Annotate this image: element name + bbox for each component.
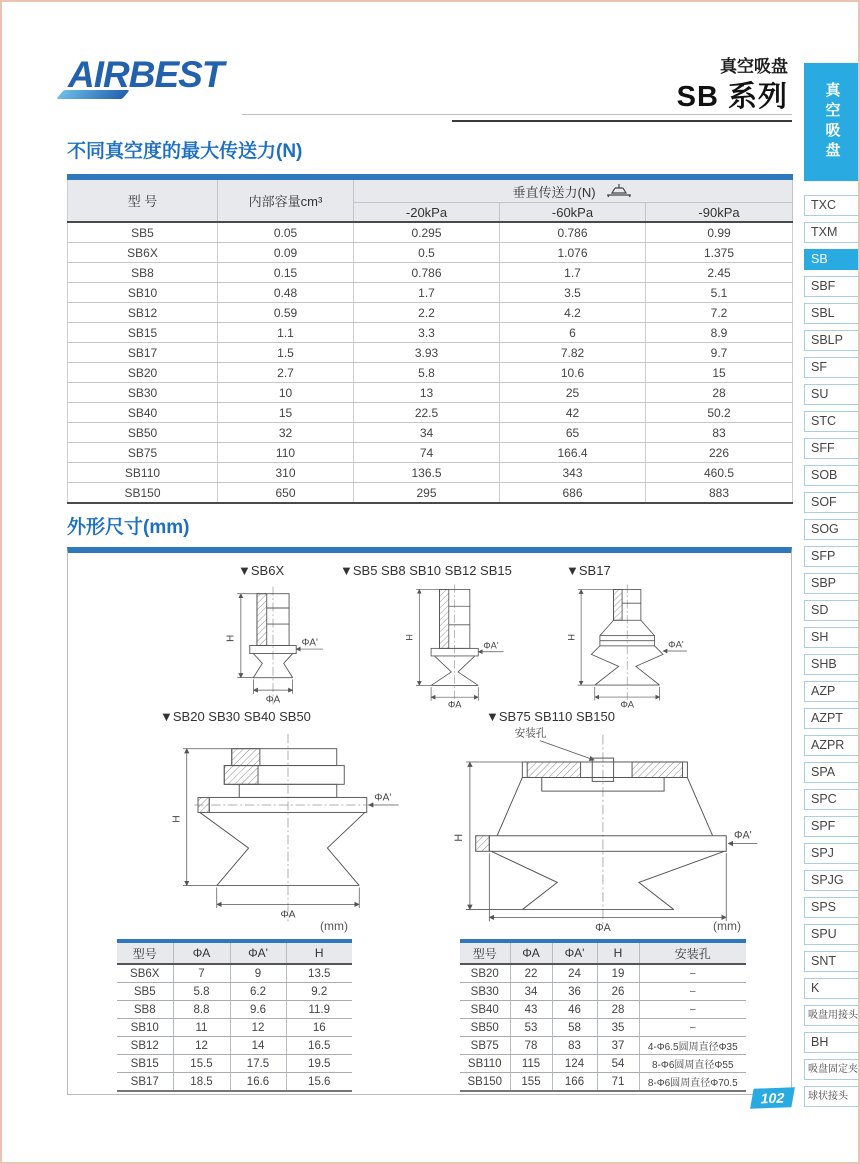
- column-header-model: 型 号: [68, 177, 218, 222]
- column-header: H: [597, 941, 639, 964]
- model-cell: SB110: [460, 1055, 510, 1073]
- table-cell: 0.48: [218, 283, 354, 303]
- header-row: [460, 941, 746, 964]
- model-cell: SB30: [460, 983, 510, 1001]
- table-cell: 295: [354, 483, 500, 504]
- sidebar-item-AZPT[interactable]: AZPT: [804, 708, 860, 729]
- drawing-sb20-group: [138, 728, 438, 925]
- sidebar-item-SOF[interactable]: SOF: [804, 492, 860, 513]
- table-row: [68, 263, 793, 283]
- table-row: [460, 964, 746, 983]
- table-cell: –: [639, 1019, 746, 1037]
- unit-label-left: (mm): [320, 919, 348, 933]
- table-cell: 0.786: [354, 263, 500, 283]
- table-cell: 12: [230, 1019, 286, 1037]
- model-cell: SB40: [68, 403, 218, 423]
- table-cell: 0.295: [354, 222, 500, 243]
- sidebar-item-SF[interactable]: SF: [804, 357, 860, 378]
- table-cell: 3.93: [354, 343, 500, 363]
- table-row: [117, 1001, 352, 1019]
- table-cell: 1.7: [354, 283, 500, 303]
- table-cell: 5.1: [646, 283, 793, 303]
- table-cell: 22: [510, 964, 552, 983]
- table-cell: 1.076: [500, 243, 646, 263]
- table-cell: 74: [354, 443, 500, 463]
- table-cell: 8-Φ6圆周直径Φ55: [639, 1055, 746, 1073]
- table-cell: –: [639, 1001, 746, 1019]
- table-cell: –: [639, 983, 746, 1001]
- table-cell: 50.2: [646, 403, 793, 423]
- mounting-hole-label: 安装孔: [514, 727, 547, 740]
- table-row: [460, 1037, 746, 1055]
- force-group-label: 垂直传送力(N): [512, 184, 596, 200]
- suction-cup-icon: [604, 183, 634, 199]
- model-cell: SB10: [117, 1019, 173, 1037]
- table-cell: 124: [552, 1055, 597, 1073]
- table-cell: 58: [552, 1019, 597, 1037]
- table-cell: 8.9: [646, 323, 793, 343]
- table-cell: 14: [230, 1037, 286, 1055]
- table-row: [68, 343, 793, 363]
- sidebar-item-SPJG[interactable]: SPJG: [804, 870, 860, 891]
- model-cell: SB110: [68, 463, 218, 483]
- sidebar-item-SHB[interactable]: SHB: [804, 654, 860, 675]
- table-cell: 6: [500, 323, 646, 343]
- dim-label-phia2: ΦA': [301, 637, 318, 649]
- sidebar-item-SNT[interactable]: SNT: [804, 951, 860, 972]
- model-cell: SB20: [68, 363, 218, 383]
- table-cell: 6.2: [230, 983, 286, 1001]
- model-cell: SB15: [117, 1055, 173, 1073]
- column-header: 安装孔: [639, 941, 746, 964]
- model-cell: SB30: [68, 383, 218, 403]
- table-cell: 83: [646, 423, 793, 443]
- page-category: 真空吸盘: [720, 57, 788, 76]
- table-row: [68, 443, 793, 463]
- table-row: [117, 983, 352, 1001]
- table-cell: 22.5: [354, 403, 500, 423]
- column-header-kpa60: -60kPa: [500, 203, 646, 223]
- table-cell: 2.45: [646, 263, 793, 283]
- sidebar-item-吸盘固定夹[interactable]: 吸盘固定夹: [804, 1059, 860, 1080]
- model-cell: SB8: [68, 263, 218, 283]
- sidebar-item-SBLP[interactable]: SBLP: [804, 330, 860, 351]
- drawing-label-sb5-group: ▼SB5 SB8 SB10 SB12 SB15: [340, 563, 512, 578]
- table-row: [117, 1073, 352, 1092]
- table-cell: 46: [552, 1001, 597, 1019]
- dim-label-phia: ΦA: [595, 921, 611, 934]
- table-cell: 18.5: [173, 1073, 230, 1092]
- table-cell: 650: [218, 483, 354, 504]
- model-cell: SB50: [68, 423, 218, 443]
- drawing-label-sb20-group: ▼SB20 SB30 SB40 SB50: [160, 709, 311, 724]
- model-cell: SB20: [460, 964, 510, 983]
- model-cell: SB17: [117, 1073, 173, 1092]
- table-cell: 16: [286, 1019, 352, 1037]
- column-header: ΦA: [510, 941, 552, 964]
- table-cell: 15: [218, 403, 354, 423]
- table-cell: 1.375: [646, 243, 793, 263]
- table-cell: 110: [218, 443, 354, 463]
- table-cell: 2.7: [218, 363, 354, 383]
- table-cell: 26: [597, 983, 639, 1001]
- table-cell: 0.09: [218, 243, 354, 263]
- table-cell: 10: [218, 383, 354, 403]
- table-cell: 310: [218, 463, 354, 483]
- table-cell: 24: [552, 964, 597, 983]
- table-cell: 115: [510, 1055, 552, 1073]
- table-row: [117, 1055, 352, 1073]
- dim-label-phia: ΦA: [265, 694, 281, 706]
- sidebar-item-球状接头[interactable]: 球状接头: [804, 1086, 860, 1107]
- table-cell: 0.15: [218, 263, 354, 283]
- table-cell: 0.786: [500, 222, 646, 243]
- dimensions-panel: [67, 547, 792, 1095]
- sidebar-category-tab[interactable]: 真空吸盘: [804, 63, 860, 181]
- table-cell: 4.2: [500, 303, 646, 323]
- table-cell: 5.8: [173, 983, 230, 1001]
- table-row: [68, 463, 793, 483]
- table-cell: 0.5: [354, 243, 500, 263]
- drawing-label-sb75-group: ▼SB75 SB110 SB150: [486, 709, 615, 724]
- model-cell: SB17: [68, 343, 218, 363]
- table-cell: 15.5: [173, 1055, 230, 1073]
- table-cell: 17.5: [230, 1055, 286, 1073]
- model-cell: SB6X: [117, 964, 173, 983]
- dim-table-small-models: [117, 939, 352, 1092]
- table-cell: 71: [597, 1073, 639, 1092]
- table-cell: 34: [354, 423, 500, 443]
- table-cell: 8.8: [173, 1001, 230, 1019]
- dim-label-h: H: [171, 815, 183, 823]
- table-cell: 9.6: [230, 1001, 286, 1019]
- table-cell: 3.5: [500, 283, 646, 303]
- header-row: [68, 177, 793, 203]
- table-cell: 19.5: [286, 1055, 352, 1073]
- sidebar-item-SPJ[interactable]: SPJ: [804, 843, 860, 864]
- table-cell: 7.82: [500, 343, 646, 363]
- table-cell: 9.7: [646, 343, 793, 363]
- sidebar-item-TXM[interactable]: TXM: [804, 222, 860, 243]
- table-cell: 32: [218, 423, 354, 443]
- sidebar-item-SFP[interactable]: SFP: [804, 546, 860, 567]
- column-header: ΦA': [552, 941, 597, 964]
- column-header: 型号: [460, 941, 510, 964]
- table-row: [460, 1073, 746, 1092]
- model-cell: SB6X: [68, 243, 218, 263]
- sidebar-nav: [804, 195, 860, 1113]
- table-row: [68, 403, 793, 423]
- table-cell: 8-Φ6圆周直径Φ70.5: [639, 1073, 746, 1092]
- table-cell: 4-Φ6.5圆周直径Φ35: [639, 1037, 746, 1055]
- table-cell: 343: [500, 463, 646, 483]
- sidebar-item-STC[interactable]: STC: [804, 411, 860, 432]
- table-cell: 16.5: [286, 1037, 352, 1055]
- column-header-kpa20: -20kPa: [354, 203, 500, 223]
- table-cell: 10.6: [500, 363, 646, 383]
- dim-label-phia2: ΦA': [734, 829, 752, 842]
- unit-label-right: (mm): [713, 919, 741, 933]
- header-row: [117, 941, 352, 964]
- sidebar-item-吸盘用接头[interactable]: 吸盘用接头: [804, 1005, 860, 1026]
- sidebar-item-AZP[interactable]: AZP: [804, 681, 860, 702]
- table-row: [68, 383, 793, 403]
- table-cell: 226: [646, 443, 793, 463]
- table-cell: 7: [173, 964, 230, 983]
- brand-logo: AIRBEST: [68, 54, 224, 95]
- table-cell: 2.2: [354, 303, 500, 323]
- table-cell: 0.99: [646, 222, 793, 243]
- table-cell: 78: [510, 1037, 552, 1055]
- table-cell: 15: [646, 363, 793, 383]
- drawing-label-sb6x: ▼SB6X: [238, 563, 285, 578]
- column-header: ΦA': [230, 941, 286, 964]
- table-cell: 43: [510, 1001, 552, 1019]
- sidebar-item-BH[interactable]: BH: [804, 1032, 860, 1053]
- sidebar-item-SPA[interactable]: SPA: [804, 762, 860, 783]
- column-header-force-group: [354, 177, 793, 203]
- sidebar-item-SOB[interactable]: SOB: [804, 465, 860, 486]
- table-row: [68, 243, 793, 263]
- sidebar-item-SB[interactable]: SB: [804, 249, 860, 270]
- table-cell: 155: [510, 1073, 552, 1092]
- table-cell: 7.2: [646, 303, 793, 323]
- dim-label-h: H: [566, 633, 577, 641]
- table-cell: 54: [597, 1055, 639, 1073]
- dim-label-phia: ΦA: [280, 909, 296, 921]
- page-number-badge: 102: [750, 1087, 795, 1108]
- table-cell: 15.6: [286, 1073, 352, 1092]
- table-cell: 3.3: [354, 323, 500, 343]
- table-cell: 13: [354, 383, 500, 403]
- sidebar-item-SOG[interactable]: SOG: [804, 519, 860, 540]
- table-row: [68, 363, 793, 383]
- table-cell: 460.5: [646, 463, 793, 483]
- drawing-label-sb17: ▼SB17: [566, 563, 611, 578]
- sidebar-item-SBF[interactable]: SBF: [804, 276, 860, 297]
- table-cell: 5.8: [354, 363, 500, 383]
- model-cell: SB12: [117, 1037, 173, 1055]
- model-cell: SB10: [68, 283, 218, 303]
- table-row: [68, 303, 793, 323]
- dim-label-h: H: [404, 634, 415, 641]
- model-cell: SB15: [68, 323, 218, 343]
- table-cell: 12: [173, 1037, 230, 1055]
- column-header-volume: 内部容量cm³: [218, 177, 354, 222]
- table-cell: 83: [552, 1037, 597, 1055]
- model-cell: SB50: [460, 1019, 510, 1037]
- header-divider-dark: [452, 120, 792, 122]
- table-cell: 35: [597, 1019, 639, 1037]
- sidebar-item-SD[interactable]: SD: [804, 600, 860, 621]
- sidebar-item-K[interactable]: K: [804, 978, 860, 999]
- table-cell: 1.1: [218, 323, 354, 343]
- table-row: [68, 283, 793, 303]
- table-cell: 36: [552, 983, 597, 1001]
- model-cell: SB5: [117, 983, 173, 1001]
- column-header-kpa90: -90kPa: [646, 203, 793, 223]
- table-cell: 0.05: [218, 222, 354, 243]
- sidebar-item-SBL[interactable]: SBL: [804, 303, 860, 324]
- table-cell: 0.59: [218, 303, 354, 323]
- sidebar-item-SPC[interactable]: SPC: [804, 789, 860, 810]
- table-row: [460, 1019, 746, 1037]
- table-cell: 883: [646, 483, 793, 504]
- table-cell: 19: [597, 964, 639, 983]
- page-title: SB 系列: [676, 81, 788, 113]
- table-cell: 166: [552, 1073, 597, 1092]
- dim-label-phia2: ΦA': [668, 639, 684, 650]
- sidebar-item-SH[interactable]: SH: [804, 627, 860, 648]
- sidebar-item-SPU[interactable]: SPU: [804, 924, 860, 945]
- table-row: [117, 964, 352, 983]
- table-cell: 28: [646, 383, 793, 403]
- sidebar-item-AZPR[interactable]: AZPR: [804, 735, 860, 756]
- table-cell: 11: [173, 1019, 230, 1037]
- table-cell: 1.7: [500, 263, 646, 283]
- table-row: [460, 1001, 746, 1019]
- table-cell: 34: [510, 983, 552, 1001]
- table-cell: 136.5: [354, 463, 500, 483]
- model-cell: SB75: [68, 443, 218, 463]
- model-cell: SB5: [68, 222, 218, 243]
- table-cell: 686: [500, 483, 646, 504]
- table-cell: 28: [597, 1001, 639, 1019]
- dim-label-phia: ΦA: [447, 699, 462, 709]
- table-cell: 11.9: [286, 1001, 352, 1019]
- drawing-sb5-group: [368, 581, 538, 709]
- table-cell: 1.5: [218, 343, 354, 363]
- table-row: [460, 983, 746, 1001]
- table-row: [460, 1055, 746, 1073]
- model-cell: SB150: [68, 483, 218, 504]
- dim-label-phia2: ΦA': [374, 792, 392, 804]
- drawing-sb17: [538, 581, 713, 709]
- dim-label-phia2: ΦA': [483, 640, 499, 651]
- table-cell: 13.5: [286, 964, 352, 983]
- sidebar-item-SBP[interactable]: SBP: [804, 573, 860, 594]
- force-section-title: 不同真空度的最大传送力(N): [67, 141, 303, 162]
- column-header: ΦA: [173, 941, 230, 964]
- table-cell: 9: [230, 964, 286, 983]
- sidebar-item-SFF[interactable]: SFF: [804, 438, 860, 459]
- sidebar-item-SPS[interactable]: SPS: [804, 897, 860, 918]
- table-row: [117, 1019, 352, 1037]
- table-cell: 16.6: [230, 1073, 286, 1092]
- table-cell: 25: [500, 383, 646, 403]
- table-row: [68, 323, 793, 343]
- drawing-sb75-group: [433, 721, 768, 935]
- table-row: [117, 1037, 352, 1055]
- table-cell: 37: [597, 1037, 639, 1055]
- dim-section-title: 外形尺寸(mm): [67, 517, 190, 538]
- sidebar-item-TXC[interactable]: TXC: [804, 195, 860, 216]
- table-row: [68, 222, 793, 243]
- force-table: [67, 174, 793, 504]
- table-row: [68, 423, 793, 443]
- model-cell: SB8: [117, 1001, 173, 1019]
- model-cell: SB75: [460, 1037, 510, 1055]
- table-cell: –: [639, 964, 746, 983]
- dim-label-phia: ΦA: [620, 699, 635, 709]
- dim-label-h: H: [453, 833, 466, 842]
- drawing-sb6x: [198, 583, 348, 708]
- dim-table-large-models: [460, 939, 746, 1092]
- sidebar-item-SU[interactable]: SU: [804, 384, 860, 405]
- model-cell: SB40: [460, 1001, 510, 1019]
- table-row: [68, 483, 793, 504]
- sidebar-item-SPF[interactable]: SPF: [804, 816, 860, 837]
- table-cell: 166.4: [500, 443, 646, 463]
- table-cell: 9.2: [286, 983, 352, 1001]
- column-header: H: [286, 941, 352, 964]
- model-cell: SB150: [460, 1073, 510, 1092]
- model-cell: SB12: [68, 303, 218, 323]
- table-cell: 65: [500, 423, 646, 443]
- column-header: 型号: [117, 941, 173, 964]
- dim-label-h: H: [225, 634, 237, 642]
- table-cell: 53: [510, 1019, 552, 1037]
- table-cell: 42: [500, 403, 646, 423]
